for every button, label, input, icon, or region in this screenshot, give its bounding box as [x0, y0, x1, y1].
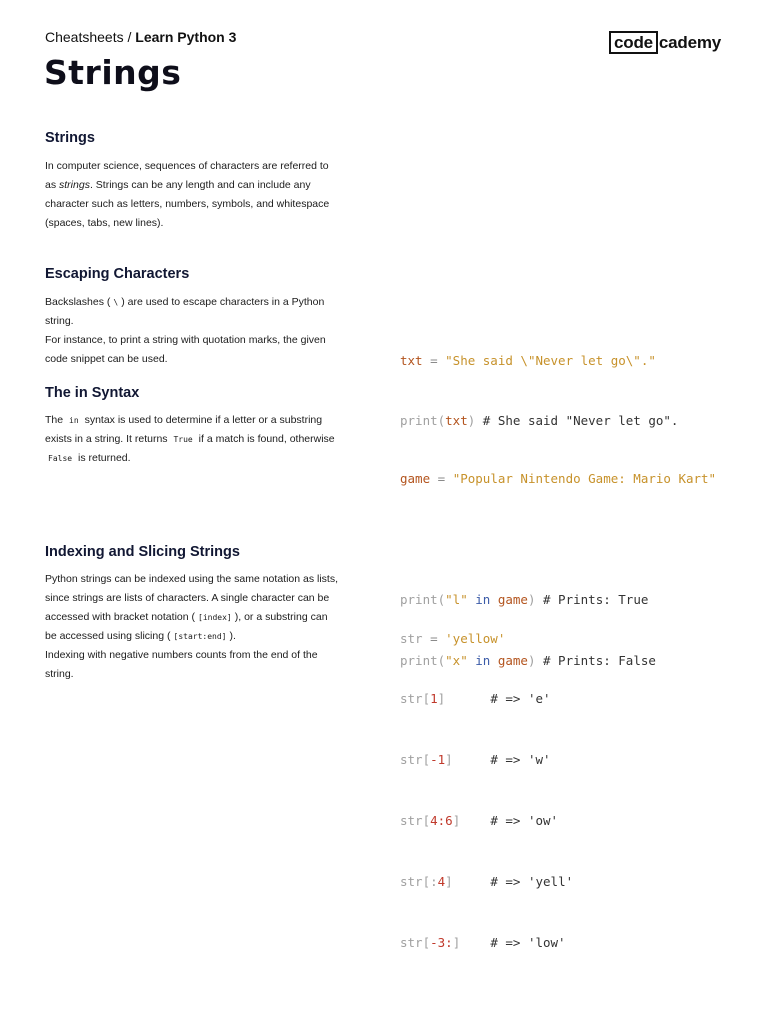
- code-token: ]: [445, 752, 453, 768]
- code-token: "Popular Nintendo Game: Mario Kart": [452, 470, 717, 486]
- section-body-strings: [45, 157, 340, 233]
- code-block-indexing: [400, 588, 573, 974]
- code-token: 1: [430, 691, 438, 707]
- code-token: print(: [400, 413, 446, 429]
- section-body-indexing: [45, 570, 340, 684]
- text: ).: [229, 630, 236, 642]
- paragraph: [45, 293, 340, 331]
- code-token: "She said \"Never let go\".": [445, 352, 656, 368]
- section-title-escaping: Escaping Characters: [45, 266, 190, 282]
- code-comment: # => 'e': [490, 691, 551, 707]
- text: ) are used to escape characters in a Python string.: [45, 296, 325, 327]
- code-token: txt: [445, 413, 468, 429]
- code-token: game: [497, 592, 528, 608]
- paragraph: For instance, to print a string with quotation marks, the given code snippet can be used.: [45, 334, 326, 365]
- code-pad: [453, 752, 491, 767]
- codecademy-logo[interactable]: [609, 31, 721, 54]
- section-title-strings: Strings: [45, 130, 95, 146]
- code-comment: # => 'yell': [490, 874, 574, 890]
- code-line-blank: [400, 529, 716, 549]
- inline-code: \: [113, 298, 119, 307]
- code-line: [400, 351, 678, 371]
- inline-code: True: [173, 435, 193, 444]
- code-token: ]: [445, 874, 453, 890]
- code-token: 4:6: [430, 813, 453, 829]
- code-line: [400, 629, 573, 649]
- paragraph: [45, 157, 340, 233]
- text: is returned.: [78, 452, 131, 464]
- code-token: ): [467, 413, 476, 429]
- code-pad: [453, 874, 491, 889]
- text: Python strings can be indexed using the same notation as lists, since strings are lists of characters. A single character can be accessed with bracket notation: [45, 573, 339, 623]
- code-token: 4: [437, 874, 446, 890]
- text: ), or a substring can be accessed using slicing: [45, 611, 328, 642]
- section-title-in-syntax: The in Syntax: [45, 385, 140, 401]
- code-token: str[: [400, 813, 431, 829]
- code-line: [400, 933, 573, 953]
- code-token: =: [422, 352, 446, 368]
- emphasis-text: strings: [59, 179, 90, 191]
- code-token: in: [467, 592, 498, 608]
- code-line: [400, 750, 573, 770]
- code-line: [400, 811, 573, 831]
- code-token: "x": [445, 653, 468, 669]
- inline-code: [start:end]: [173, 632, 227, 641]
- text: . Strings can be any length and can include any character such as letters, numbers, symbols, and whitespace (spaces, tabs, new lines).: [45, 179, 330, 229]
- code-token: -3:: [430, 935, 453, 951]
- text: Backslashes (: [45, 296, 111, 308]
- code-pad: [460, 813, 490, 828]
- inline-code: in: [69, 416, 79, 425]
- text: if a match is found, otherwise: [198, 433, 335, 445]
- page-title: Strings: [44, 53, 182, 92]
- code-token: str[: [400, 691, 431, 707]
- logo-rest-text: cademy: [658, 32, 722, 52]
- code-line: [400, 469, 716, 489]
- code-token: =: [422, 630, 446, 646]
- code-token: print(: [400, 653, 446, 669]
- code-token: "l": [445, 592, 468, 608]
- code-comment: # Prints: True: [535, 592, 649, 608]
- section-body-escaping: [45, 293, 340, 369]
- code-comment: # => 'low': [490, 935, 566, 951]
- code-token: str[:: [400, 874, 438, 890]
- code-comment: # She said "Never let go".: [475, 413, 679, 429]
- breadcrumb-separator: /: [123, 29, 136, 45]
- code-token: ]: [452, 813, 461, 829]
- code-comment: # Prints: False: [535, 653, 656, 669]
- text: In computer science, sequences of characters are referred to as: [45, 160, 329, 191]
- section-body-in-syntax: [45, 411, 340, 468]
- code-comment: # => 'w': [490, 752, 551, 768]
- logo-box-text: code: [609, 31, 658, 54]
- code-token: ): [527, 653, 536, 669]
- code-token: ]: [437, 691, 446, 707]
- code-token: in: [467, 653, 498, 669]
- code-token: txt: [400, 352, 423, 368]
- code-token: ): [527, 592, 536, 608]
- code-line: [400, 872, 573, 892]
- code-token: game: [400, 470, 431, 486]
- text: The: [45, 414, 64, 426]
- breadcrumb-current[interactable]: Learn Python 3: [135, 29, 237, 45]
- code-token: 'yellow': [445, 630, 506, 646]
- breadcrumb: [45, 29, 236, 45]
- paragraph: [45, 411, 340, 468]
- code-token: game: [497, 653, 528, 669]
- code-token: str: [400, 630, 423, 646]
- section-title-indexing: Indexing and Slicing Strings: [45, 544, 240, 560]
- paragraph: Indexing with negative numbers counts from the end of the string.: [45, 649, 318, 680]
- code-pad: [445, 691, 490, 706]
- code-token: str[: [400, 935, 431, 951]
- code-token: print(: [400, 592, 446, 608]
- code-token: =: [430, 470, 453, 486]
- paragraph: Python strings can be indexed using the same notation as lists, since strings are lists of characters. A single character can be accessed with bracket notation ( [index] ), or a substring can be accessed using slicing ( [start:end] ).: [45, 573, 339, 642]
- inline-code: [index]: [198, 613, 232, 622]
- code-token: str[: [400, 752, 431, 768]
- code-token: -1: [430, 752, 446, 768]
- code-comment: # => 'ow': [490, 813, 559, 829]
- breadcrumb-link-cheatsheets[interactable]: Cheatsheets: [45, 29, 124, 45]
- code-line: [400, 689, 573, 709]
- code-token: ]: [452, 935, 461, 951]
- inline-code: False: [48, 454, 73, 463]
- text: syntax is used to determine if a letter or a substring exists in a string. It returns: [45, 414, 323, 445]
- code-pad: [460, 935, 490, 950]
